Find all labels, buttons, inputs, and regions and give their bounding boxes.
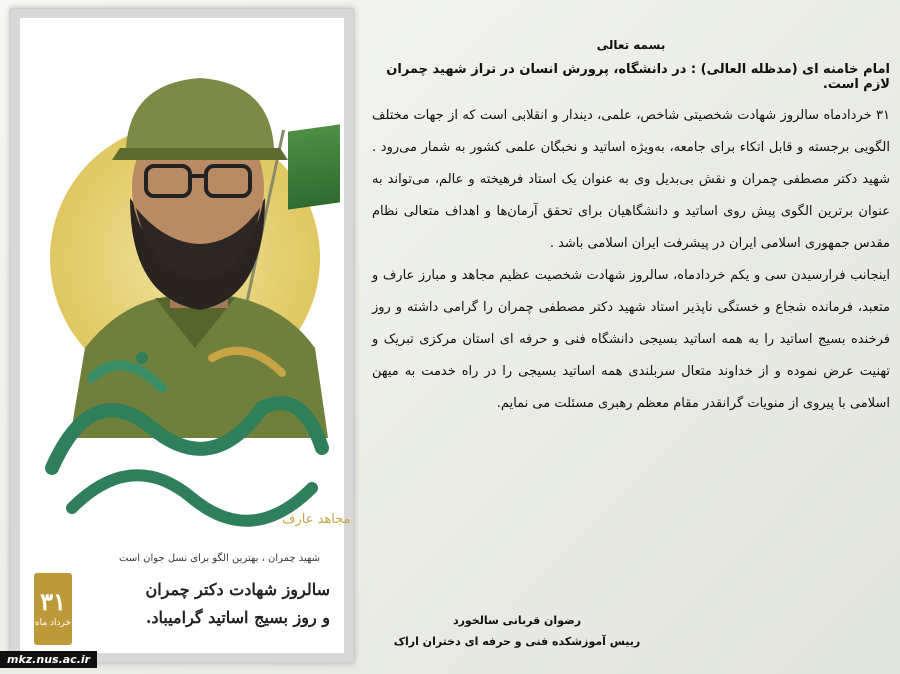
signature-name: رضوان قربانی سالخورد — [452, 614, 582, 627]
signature-block — [372, 614, 662, 648]
letter-body — [372, 38, 890, 420]
date-number: ۳۱ — [40, 587, 66, 616]
calligraphy-sub-label: مجاهد عارف — [282, 512, 351, 527]
poster-line-2: و روز بسیج اساتید گرامیباد. — [145, 608, 330, 627]
date-badge — [34, 573, 72, 645]
calligraphy-name — [32, 318, 351, 548]
letter-heading: امام خامنه ای (مدظله العالی) : در دانشگاه، پرورش انسان در تراز شهید چمران لازم است. — [386, 62, 890, 92]
poster-line-1: سالروز شهادت دکتر چمران — [145, 580, 330, 599]
site-watermark[interactable]: mkz.nus.ac.ir — [0, 651, 97, 668]
poster-caption: شهید چمران ، بهترین الگو برای نسل جوان است — [119, 553, 320, 564]
poster-frame — [10, 8, 354, 663]
letter-paragraph-2: اینجانب فرارسیدن سی و یکم خردادماه، سالروز شهادت شخصیت عظیم مجاهد و مبارز عارف و متعبد، فرمانده شجاع و خستگی ناپذیر استاد شهید دکتر مصطفی چمران را گرامی داشته و روز فرخنده بسیج اساتید را به همه اساتید بسیجی دانشگاه فنی و حرفه ای استان مرکزی تبریک و تهنیت عرض نموده و از خداوند متعال سربلندی همه اساتید بسیجی را در راه خدمت به میهن اسلامی با پیروی از منویات گرانقدر مقام معظم رهبری مسئلت می نمایم. — [372, 268, 890, 411]
letter-paragraph-1: ۳۱ خردادماه سالروز شهادت شخصیتی شاخص، علمی، دیندار و انقلابی است که از جهات مختلف الگویی برجسته و قابل اتکاء برای جامعه، به‌ویژه اساتید و نخبگان علمی کشور به شمار می‌رود . شهید دکتر مصطفی چمران و نقش بی‌بدیل وی به عنوان یک استاد فرهیخته و عالم، می‌تواند به عنوان برترین الگوی پیش روی اساتید و دانشگاهیان برای تحقق آرمان‌ها و اهداف متعالی نظام مقدس جمهوری اسلامی ایران در پیشرفت ایران اسلامی باشد . — [372, 108, 890, 251]
date-month: خرداد ماه — [34, 618, 72, 628]
bismillah: بسمه تعالی — [596, 38, 666, 52]
signature-title: رییس آموزشکده فنی و حرفه ای دختران اراک — [393, 635, 641, 648]
poster-image — [20, 18, 351, 653]
